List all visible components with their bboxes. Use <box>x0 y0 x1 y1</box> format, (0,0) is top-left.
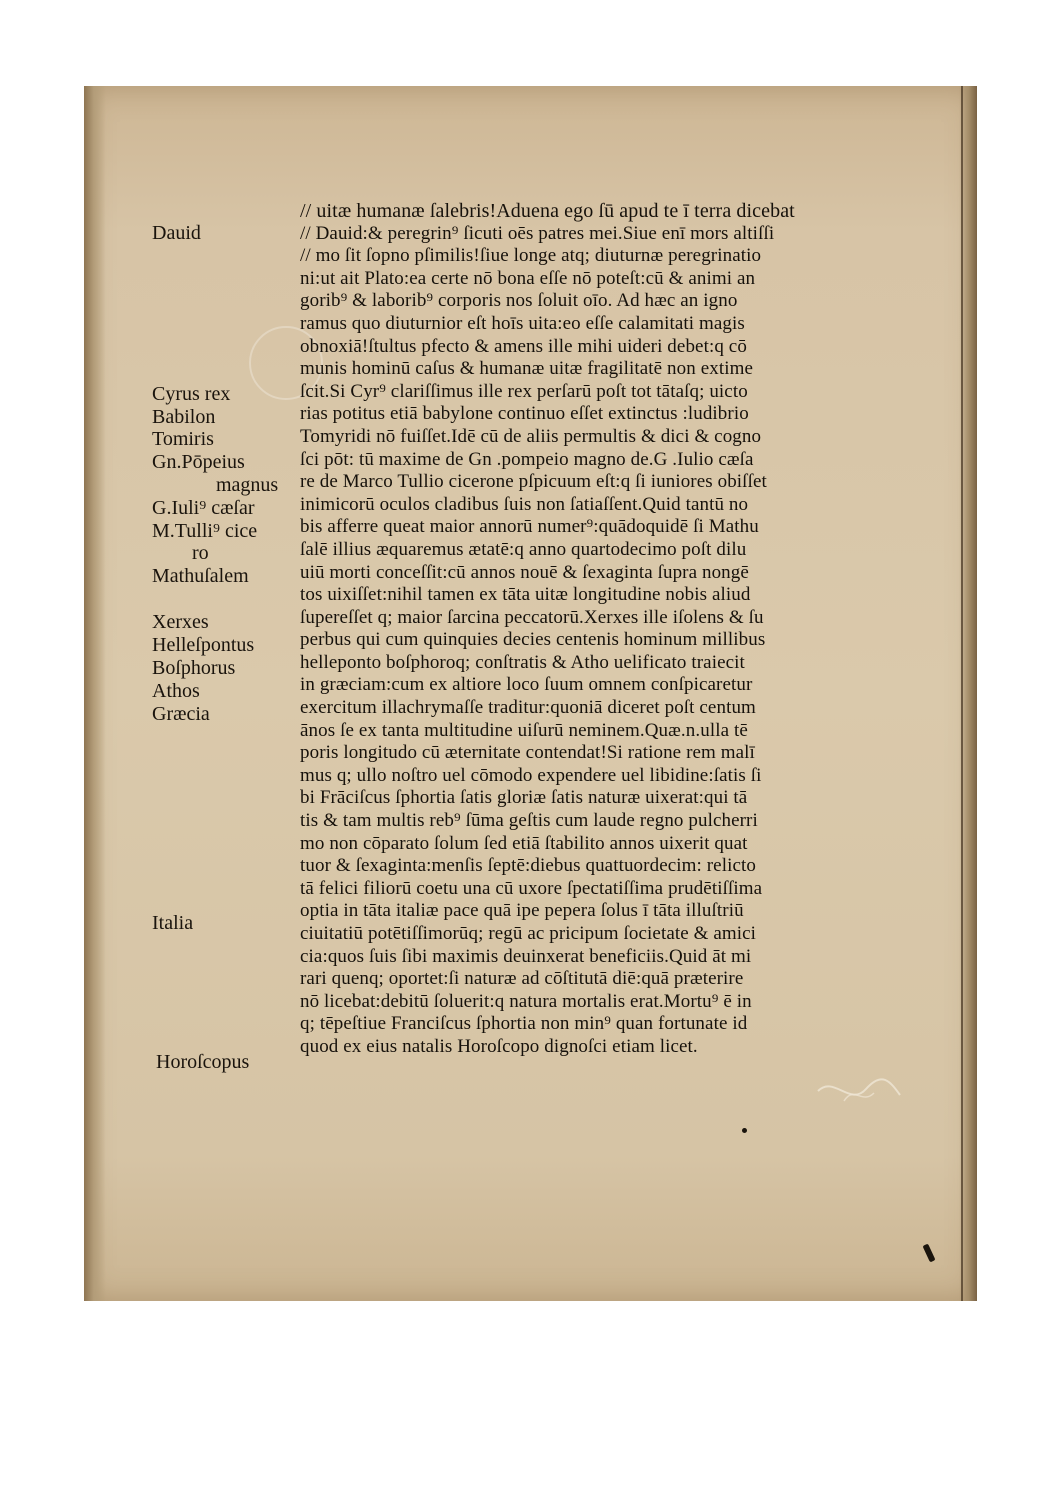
margin-note-bosphorus: Boſphorus <box>152 657 236 679</box>
margin-note-magnus: magnus <box>216 474 279 496</box>
text-line: ramus quo diuturnior eſt hoīs uita:eo eſſe calamitati magis <box>300 312 745 334</box>
text-line: // Dauid:& peregrin⁹ ſicuti oēs patres mei.Siue enī mors altiſſi <box>300 222 775 244</box>
margin-note-dauid: Dauid <box>152 222 201 244</box>
text-line: exercitum illachrymaſſe traditur:quoniā diceret poſt centum <box>300 697 756 719</box>
margin-note-cyrus: Cyrus rex <box>152 383 231 405</box>
margin-note-xerxes: Xerxes <box>152 611 209 633</box>
text-line: ānos ſe ex tanta multitudine uiſurū neminem.Quæ.n.ulla tē <box>300 719 748 741</box>
text-line: mus q; ullo noſtro uel cōmodo expendere uel libidine:ſatis ſi <box>300 764 762 786</box>
margin-note-tomiris: Tomiris <box>152 428 214 450</box>
text-line: ſalē illius æquaremus ætatē:q anno quartodecimo poſt dilu <box>300 538 747 560</box>
text-line: tuor & ſexaginta:menſis ſeptē:diebus quattuordecim: relicto <box>300 855 756 877</box>
text-line: tos uixiſſet:nihil tamen ex tāta uitæ longitudine nobis aliud <box>300 584 751 606</box>
margin-note-hellespontus: Helleſpontus <box>152 634 255 656</box>
text-line: ſci pōt: tū maxime de Gn .pompeio magno de.G .Iulio cæſa <box>300 448 754 470</box>
ink-mark <box>922 1244 935 1263</box>
text-line: in græciam:cum ex altiore loco ſuum omnem conſpicaretur <box>300 674 753 696</box>
text-line: cia:quos ſuis ſibi maximis deuinxerat beneficiis.Quid āt mi <box>300 945 752 967</box>
margin-note-babilon: Babilon <box>152 406 216 428</box>
pen-flourish <box>814 1071 904 1111</box>
text-line: ni:ut ait Plato:ea certe nō bona eſſe nō poteſt:cū & animi an <box>300 267 756 289</box>
text-line: // mo ſit ſopno pſimilis!ſiue longe atq; diuturnæ peregrinatio <box>300 245 762 267</box>
margin-note-ro: ro <box>192 542 209 564</box>
text-line: poris longitudo cū æternitate contendat!Si ratione rem malī <box>300 742 755 764</box>
margin-note-caesar: G.Iuli⁹ cæſar <box>152 497 255 519</box>
text-line: // uitæ humanæ ſalebris!Aduena ego ſū apud te ī terra dicebat <box>300 200 795 222</box>
text-line: rari quenq; oportet:ſi naturæ ad cōſtitutā diē:quā præterire <box>300 968 744 990</box>
text-line: bi Frāciſcus ſphortia ſatis gloriæ ſatis naturæ uixerat:qui tā <box>300 787 748 809</box>
text-line: rias potitus etiā babylone continuo eſſet extinctus :ludibrio <box>300 403 749 425</box>
margin-note-graecia: Græcia <box>152 703 210 725</box>
text-line: inimicorū oculos cladibus ſuis non ſatiaſſent.Quid tantū no <box>300 493 749 515</box>
margin-note-italia: Italia <box>152 912 194 934</box>
text-line: tā felici filiorū coetu una cū uxore ſpectatiſſima prudētiſſima <box>300 877 763 899</box>
text-line: uiū morti conceſſit:cū annos nouē & ſexaginta ſupra nongē <box>300 561 749 583</box>
text-line: re de Marco Tullio cicerone pſpicuum eſt:q ſi iuniores obiſſet <box>300 471 767 493</box>
text-line: ſupereſſet q; maior ſarcina peccatorū.Xerxes ille iſolens & ſu <box>300 606 764 628</box>
text-line: bis afferre queat maior annorū numer⁹:quādoquidē ſi Mathu <box>300 516 759 538</box>
page-binding-edge <box>84 86 106 1301</box>
margin-note-athos: Athos <box>152 680 200 702</box>
page-fold-line <box>961 86 963 1301</box>
text-line: nō licebat:debitū ſoluerit:q natura mortalis erat.Mortu⁹ ē in <box>300 990 752 1012</box>
margin-note-pompeius: Gn.Pōpeius <box>152 451 245 473</box>
text-line: perbus qui cum quinquies decies centenis hominum millibus <box>300 629 766 651</box>
text-line: gorib⁹ & laborib⁹ corporis nos ſoluit oīo. Ad hæc an igno <box>300 290 738 312</box>
text-line: munis hominū caſus & humanæ uitæ fragilitatē non extime <box>300 358 753 380</box>
text-line: optia in tāta italiæ pace quā ipe pepera ſolus ī tāta illuſtriū <box>300 900 744 922</box>
text-line: helleponto boſphoroq; conſtratis & Atho uelificato traiecit <box>300 651 745 673</box>
margin-note-cicero: M.Tulli⁹ cice <box>152 520 258 542</box>
body-text <box>300 200 900 1059</box>
text-line: tis & tam multis reb⁹ ſūma geſtis cum laude regno pulcherri <box>300 810 758 832</box>
text-line: q; tēpeſtiue Franciſcus ſphortia non min⁹ quan fortunate id <box>300 1013 748 1035</box>
ink-dot <box>742 1128 747 1133</box>
text-line: ciuitatiū potētiſſimorūq; regū ac pricipum ſocietate & amici <box>300 923 757 944</box>
text-line: mo non cōparato ſolum ſed etiā ſtabilito annos uixerit quat <box>300 832 748 854</box>
text-line: ſcit.Si Cyr⁹ clariſſimus ille rex perſarū poſt tot tātaſq; uicto <box>300 380 748 402</box>
text-line: quod ex eius natalis Horoſcopo dignoſci etiam licet. <box>300 1035 698 1057</box>
scanned-page <box>84 86 977 1301</box>
margin-note-mathusalem: Mathuſalem <box>152 565 249 587</box>
text-line: obnoxiā!ſtultus pfecto & amens ille mihi uideri debet:q cō <box>300 335 747 357</box>
margin-note-horoscopus: Horoſcopus <box>156 1051 250 1073</box>
text-line: Tomyridi nō fuiſſet.Idē cū de aliis permultis & dici & cogno <box>300 425 762 447</box>
